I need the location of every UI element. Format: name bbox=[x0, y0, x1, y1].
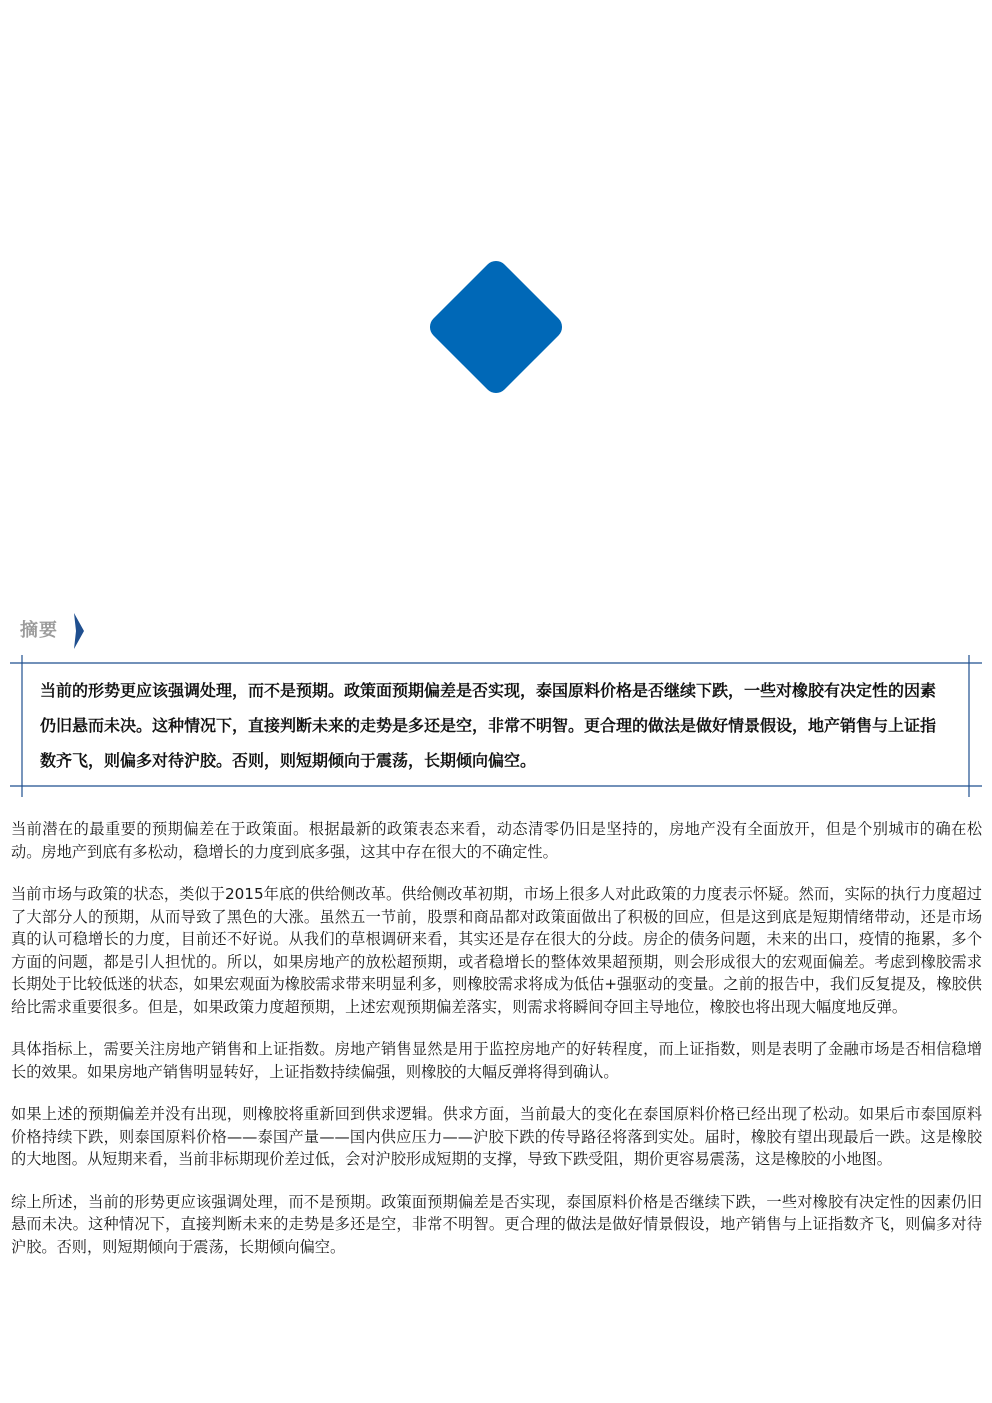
body-text bbox=[11, 818, 982, 1278]
paragraph: 具体指标上，需要关注房地产销售和上证指数。房地产销售显然是用于监控房地产的好转程度，而上证指数，则是表明了金融市场是否相信稳增长的效果。如果房地产销售明显转好，上证指数持续偏强，则橡胶的大幅反弹将得到确认。 bbox=[11, 1040, 982, 1081]
chevron-right-icon bbox=[74, 613, 84, 649]
abstract-header bbox=[20, 613, 84, 649]
brand-logo bbox=[425, 256, 567, 398]
summary-box bbox=[10, 655, 982, 797]
paragraph: 综上所述，当前的形势更应该强调处理，而不是预期。政策面预期偏差是否实现，泰国原料价格是否继续下跌，一些对橡胶有决定性的因素仍旧悬而未决。这种情况下，直接判断未来的走势是多还是空，非常不明智。更合理的做法是做好情景假设，地产销售与上证指数齐飞，则偏多对待沪胶。否则，则短期倾向于震荡，长期倾向偏空。 bbox=[11, 1192, 982, 1256]
paragraph: 如果上述的预期偏差并没有出现，则橡胶将重新回到供求逻辑。供求方面，当前最大的变化在泰国原料价格已经出现了松动。如果后市泰国原料价格持续下跌，则泰国原料价格——泰国产量——国内供应压力——沪胶下跌的传导路径将落到实处。届时，橡胶有望出现最后一跌。这是橡胶的大地图。从短期来看，当前非标期现价差过低，会对沪胶形成短期的支撑，导致下跌受阻，期价更容易震荡，这是橡胶的小地图。 bbox=[11, 1105, 982, 1168]
abstract-title: 摘要 bbox=[20, 620, 58, 641]
summary-text: 当前的形势更应该强调处理，而不是预期。政策面预期偏差是否实现，泰国原料价格是否继续下跌，一些对橡胶有决定性的因素仍旧悬而未决。这种情况下，直接判断未来的走势是多还是空，非常不明智。更合理的做法是做好情景假设，地产销售与上证指数齐飞，则偏多对待沪胶。否则，则短期倾向于震荡，长期倾向偏空。 bbox=[40, 681, 937, 770]
diamond-logo-icon bbox=[425, 256, 567, 398]
paragraph: 当前潜在的最重要的预期偏差在于政策面。根据最新的政策表态来看，动态清零仍旧是坚持的，房地产没有全面放开，但是个别城市的确在松动。房地产到底有多松动，稳增长的力度到底多强，这其中存在很大的不确定性。 bbox=[11, 820, 982, 861]
paragraph: 当前市场与政策的状态，类似于2015年底的供给侧改革。供给侧改革初期，市场上很多人对此政策的力度表示怀疑。然而，实际的执行力度超过了大部分人的预期，从而导致了黑色的大涨。虽然五一节前，股票和商品都对政策面做出了积极的回应，但是这到底是短期情绪带动，还是市场真的认可稳增长的力度，目前还不好说。从我们的草根调研来看，其实还是存在很大的分歧。房企的债务问题，未来的出口，疫情的拖累，多个方面的问题，都是引人担忧的。所以，如果房地产的放松超预期，或者稳增长的整体效果超预期，则会形成很大的宏观面偏差。考虑到橡胶需求长期处于比较低迷的状态，如果宏观面为橡胶需求带来明显利多，则橡胶需求将成为低估+强驱动的变量。之前的报告中，我们反复提及，橡胶供给比需求重要很多。但是，如果政策力度超预期，上述宏观预期偏差落实，则需求将瞬间夺回主导地位，橡胶也将出现大幅度地反弹。 bbox=[11, 885, 982, 1016]
